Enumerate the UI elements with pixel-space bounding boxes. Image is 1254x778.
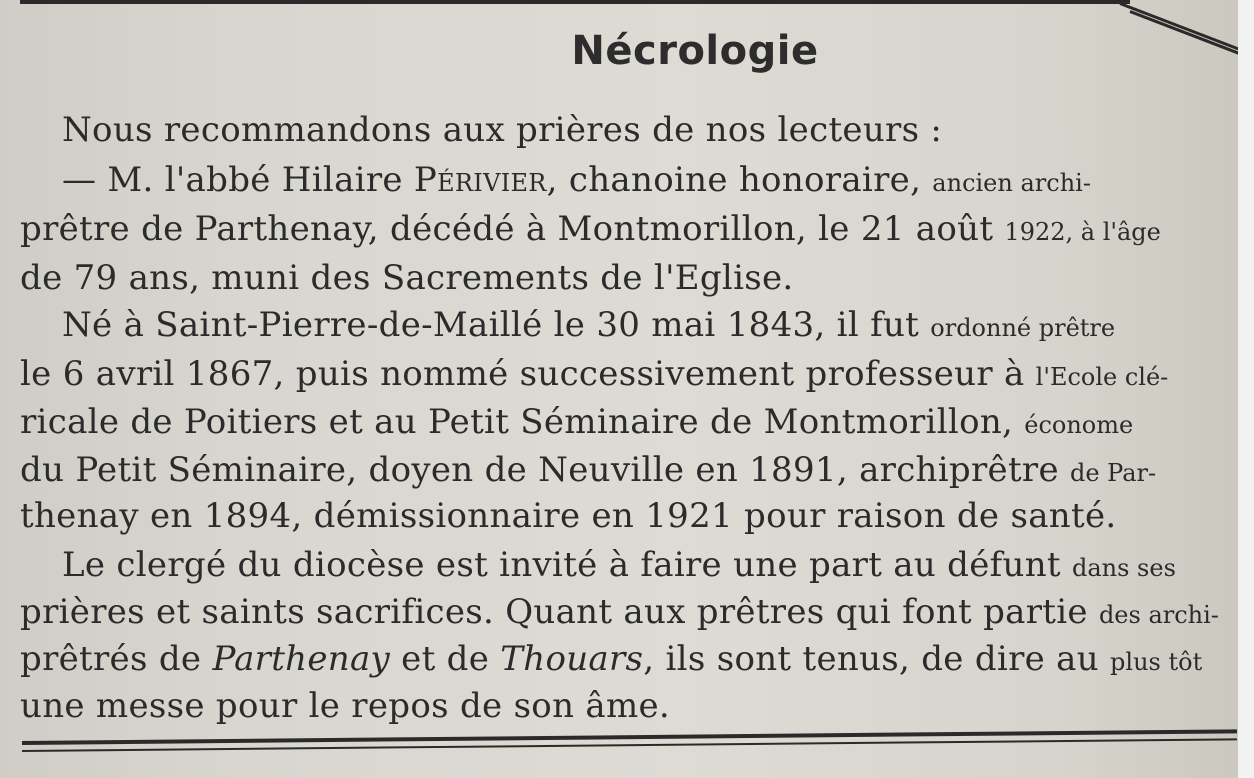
page-title: Nécrologie (571, 28, 819, 74)
text-line: le 6 avril 1867, puis nommé successivement professeur à l'Ecole clé- (20, 354, 1169, 394)
text-line: prières et saints sacrifices. Quant aux prêtres qui font partie des archi- (20, 592, 1219, 632)
page-edge (1238, 0, 1254, 778)
text-line: thenay en 1894, démissionnaire en 1921 pour raison de santé. (20, 496, 1117, 536)
text-line: Né à Saint-Pierre-de-Maillé le 30 mai 1843, il fut ordonné prêtre (62, 305, 1116, 345)
text-line: une messe pour le repos de son âme. (20, 686, 671, 726)
text-line: Le clergé du diocèse est invité à faire une part au défunt dans ses (62, 545, 1176, 585)
text-line: Nous recommandons aux prières de nos lecteurs : (62, 110, 943, 150)
text-line: prêtrés de Parthenay et de Thouars, ils sont tenus, de dire au plus tôt (20, 639, 1203, 679)
text-line: de 79 ans, muni des Sacrements de l'Eglise. (20, 258, 794, 298)
text-line: ricale de Poitiers et au Petit Séminaire de Montmorillon, économe (20, 402, 1134, 442)
bottom-rule (22, 729, 1237, 745)
top-rule (20, 0, 1130, 4)
text-line: prêtre de Parthenay, décédé à Montmorillon, le 21 août 1922, à l'âge (20, 209, 1161, 249)
text-line: — M. l'abbé Hilaire Périvier, chanoine honoraire, ancien archi- (62, 160, 1091, 200)
text-line: du Petit Séminaire, doyen de Neuville en 1891, archiprêtre de Par- (20, 450, 1157, 490)
